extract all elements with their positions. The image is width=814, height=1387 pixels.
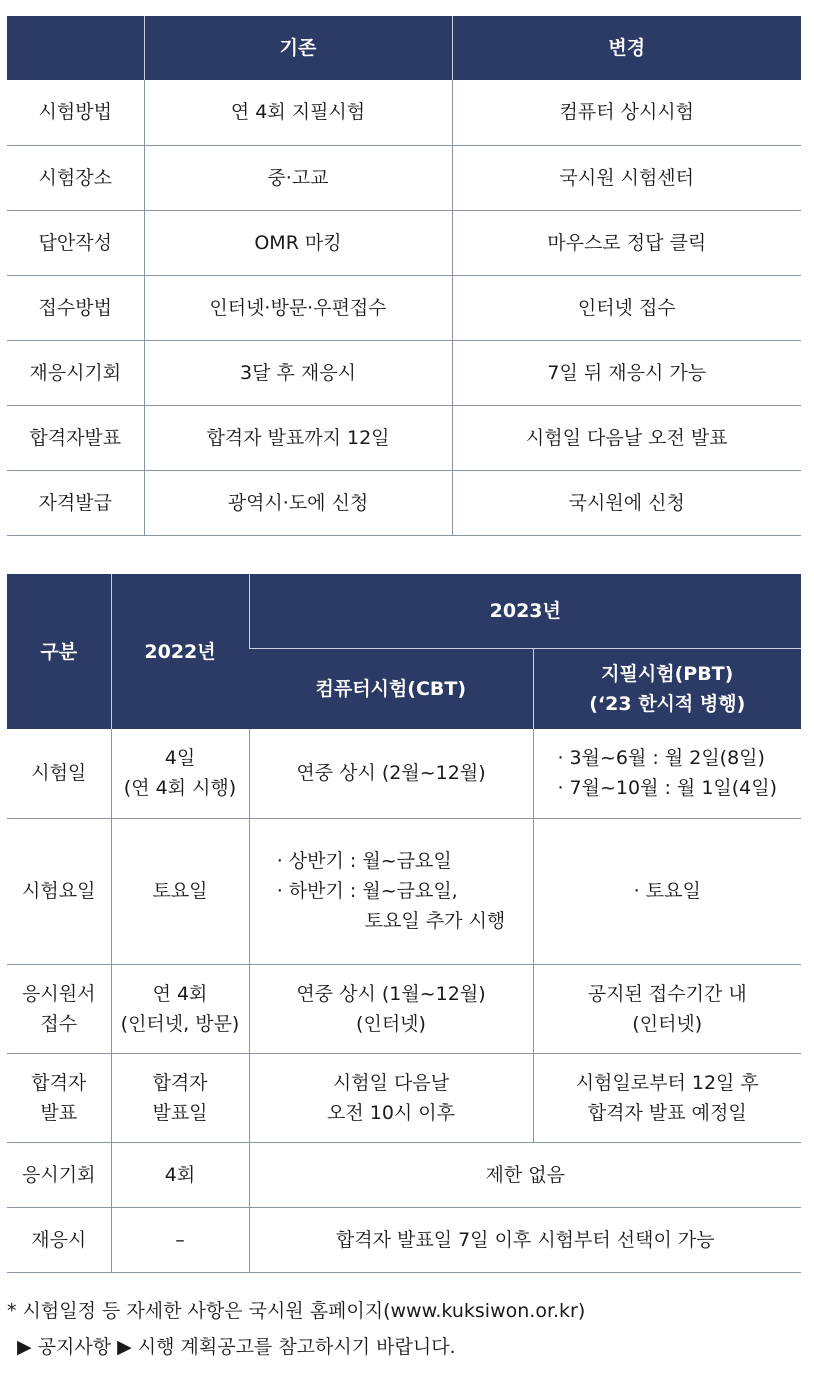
comparison-header-row (7, 16, 801, 80)
old-value: 광역시·도에 신청 (144, 470, 452, 535)
bullet-block (277, 846, 506, 936)
row-label (7, 1053, 111, 1142)
header-category: 구분 (7, 574, 111, 729)
cell-line: · 하반기 : 월~금요일, (276, 880, 458, 902)
cell-pbt (533, 1053, 801, 1142)
table-row (7, 470, 801, 535)
cell-2023: 제한 없음 (249, 1142, 801, 1207)
footnote (7, 1293, 801, 1365)
header-pbt-line1: 지필시험(PBT) (601, 662, 734, 685)
cell-2022 (111, 1053, 249, 1142)
row-label: 자격발급 (7, 470, 144, 535)
table-row (7, 818, 801, 964)
row-label: 시험요일 (7, 818, 111, 964)
footnote-line1: * 시험일정 등 자세한 사항은 국시원 홈페이지(www.kuksiwon.or.kr) (7, 1300, 586, 1322)
row-label: 시험장소 (7, 145, 144, 210)
cell-line: 발표일 (152, 1101, 208, 1124)
old-value: 중·고교 (144, 145, 452, 210)
row-label: 재응시기회 (7, 340, 144, 405)
cell-line: 연중 상시 (1월~12월) (296, 982, 486, 1005)
schedule-table (7, 574, 801, 1273)
table-row (7, 210, 801, 275)
row-label: 시험방법 (7, 80, 144, 145)
header-old: 기존 (144, 16, 452, 80)
cell-pbt (533, 729, 801, 818)
header-2023: 2023년 (249, 574, 801, 648)
row-label: 시험일 (7, 729, 111, 818)
cell-line: 오전 10시 이후 (326, 1101, 456, 1124)
header-new: 변경 (452, 16, 801, 80)
cell-cbt (249, 818, 533, 964)
old-value: 합격자 발표까지 12일 (144, 405, 452, 470)
header-cbt: 컴퓨터시험(CBT) (249, 648, 533, 729)
old-value: 인터넷·방문·우편접수 (144, 275, 452, 340)
row-label: 재응시 (7, 1207, 111, 1272)
cell-line: 연 4회 (152, 982, 208, 1005)
cell-line: 공지된 접수기간 내 (587, 982, 747, 1005)
schedule-header-row (7, 574, 801, 648)
table-row (7, 145, 801, 210)
cell-cbt (249, 964, 533, 1053)
old-value: 3달 후 재응시 (144, 340, 452, 405)
cell-line: (인터넷) (632, 1012, 703, 1035)
table-row (7, 729, 801, 818)
table-row (7, 1142, 801, 1207)
new-value: 컴퓨터 상시시험 (452, 80, 801, 145)
cell-2022 (111, 729, 249, 818)
row-label (7, 964, 111, 1053)
cell-line: 합격자 발표 예정일 (587, 1101, 747, 1124)
cell-cbt: 연중 상시 (2월~12월) (249, 729, 533, 818)
bullet-block (557, 743, 777, 803)
row-label: 답안작성 (7, 210, 144, 275)
new-value: 인터넷 접수 (452, 275, 801, 340)
header-2022: 2022년 (111, 574, 249, 729)
cell-line: · 7월~10월 : 월 1일(4일) (557, 777, 778, 800)
cell-pbt (533, 964, 801, 1053)
row-label: 응시기회 (7, 1142, 111, 1207)
table-row (7, 1207, 801, 1272)
cell-line: · 상반기 : 월~금요일 (276, 850, 452, 872)
cell-line: 토요일 추가 시행 (364, 910, 506, 932)
cell-line: (인터넷, 방문) (120, 1012, 240, 1035)
cell-line: (연 4회 시행) (123, 777, 237, 800)
new-value: 7일 뒤 재응시 가능 (452, 340, 801, 405)
header-pbt (533, 648, 801, 729)
cell-line: 발표 (40, 1101, 78, 1124)
cell-2022: – (111, 1207, 249, 1272)
cell-line: 시험일 다음날 (332, 1071, 450, 1094)
cell-2022: 4회 (111, 1142, 249, 1207)
table-row (7, 340, 801, 405)
table-row (7, 275, 801, 340)
table-row (7, 405, 801, 470)
cell-line: 합격자 (152, 1071, 208, 1094)
cell-line: 4일 (164, 747, 196, 770)
cell-line: 합격자 (31, 1071, 87, 1094)
header-pbt-line2: (‘23 한시적 병행) (589, 692, 746, 715)
row-label: 접수방법 (7, 275, 144, 340)
footnote-line2: ▶ 공지사항 ▶ 시행 계획공고를 참고하시기 바랍니다. (17, 1336, 456, 1358)
cell-2022 (111, 964, 249, 1053)
table-row (7, 964, 801, 1053)
cell-line: 시험일로부터 12일 후 (575, 1071, 759, 1094)
new-value: 국시원 시험센터 (452, 145, 801, 210)
cell-2022: 토요일 (111, 818, 249, 964)
cell-2023: 합격자 발표일 7일 이후 시험부터 선택이 가능 (249, 1207, 801, 1272)
new-value: 시험일 다음날 오전 발표 (452, 405, 801, 470)
cell-line: 응시원서 (22, 982, 96, 1005)
old-value: 연 4회 지필시험 (144, 80, 452, 145)
cell-line: (인터넷) (356, 1012, 426, 1035)
new-value: 마우스로 정답 클릭 (452, 210, 801, 275)
row-label: 합격자발표 (7, 405, 144, 470)
cell-line: 접수 (40, 1012, 78, 1035)
comparison-table (7, 16, 801, 536)
header-empty (7, 16, 144, 80)
cell-cbt (249, 1053, 533, 1142)
old-value: OMR 마킹 (144, 210, 452, 275)
cell-pbt: · 토요일 (533, 818, 801, 964)
new-value: 국시원에 신청 (452, 470, 801, 535)
table-row (7, 1053, 801, 1142)
table-row (7, 80, 801, 145)
cell-line: · 3월~6월 : 월 2일(8일) (557, 747, 765, 770)
